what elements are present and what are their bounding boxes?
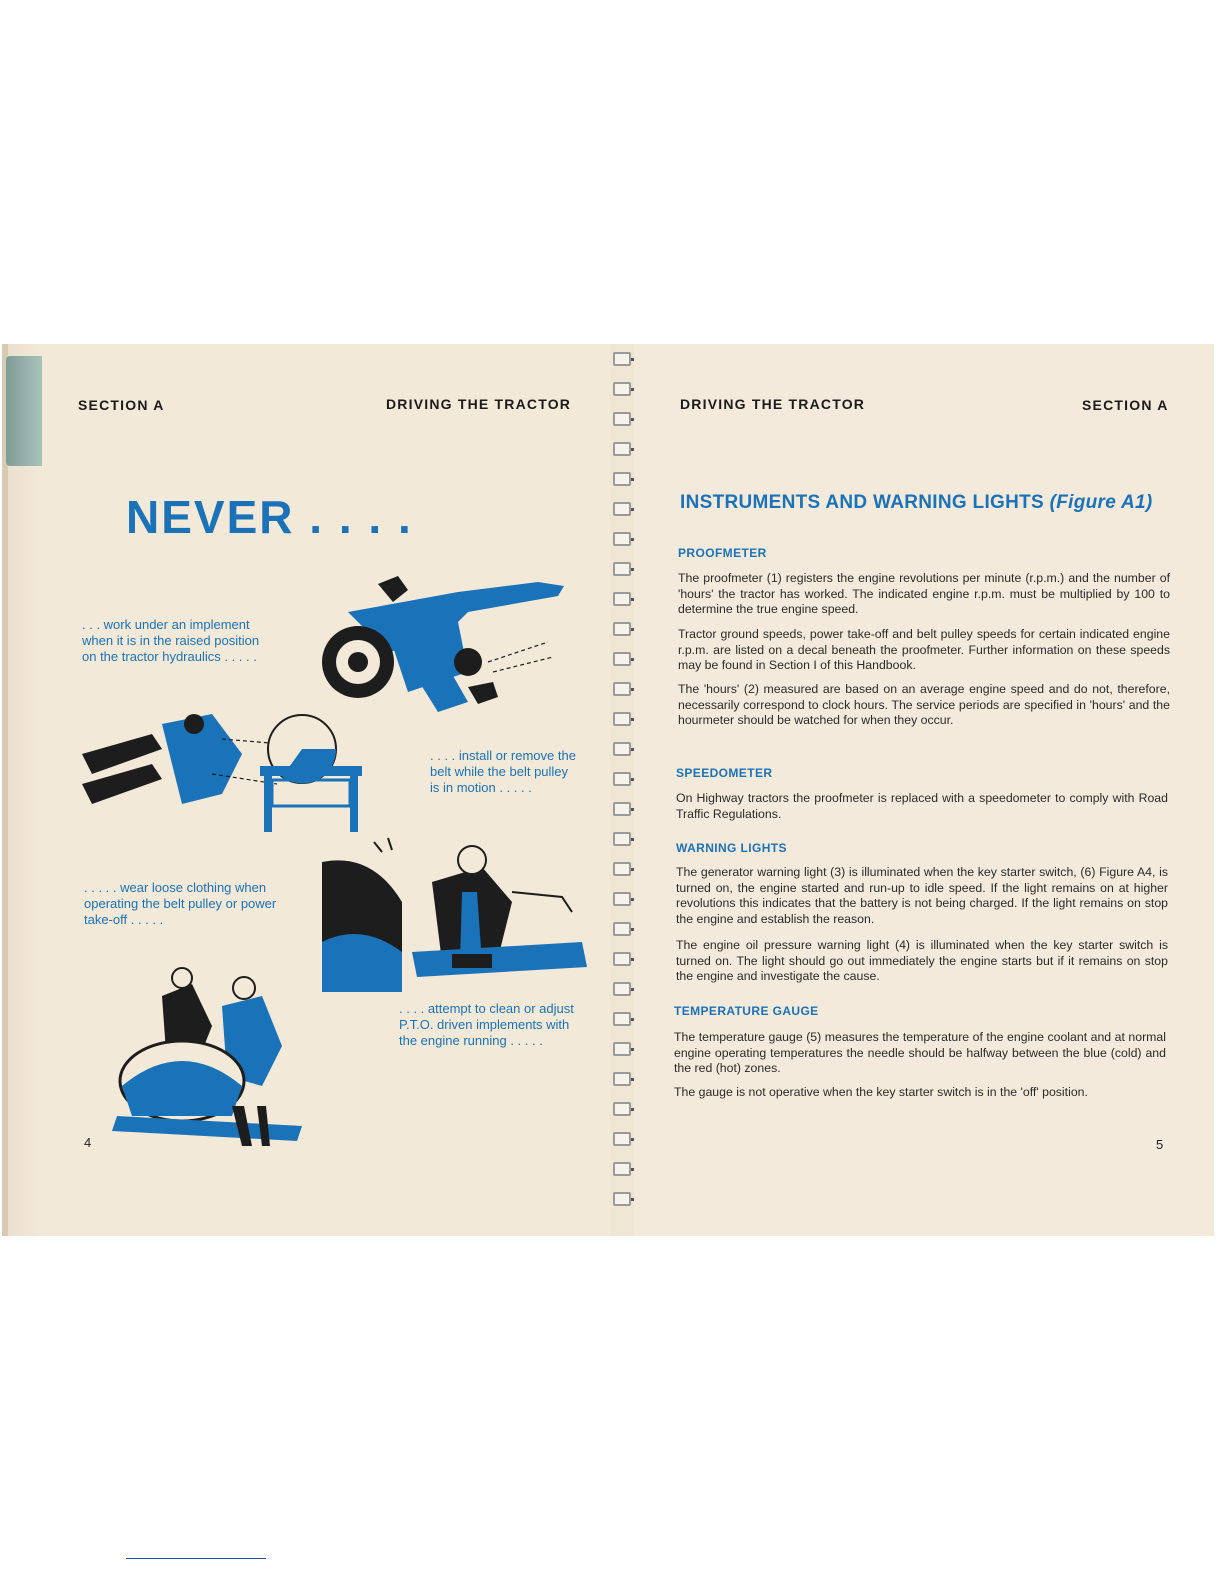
section-label: SECTION A	[78, 397, 165, 413]
binding-ring	[613, 832, 631, 846]
link-underline	[126, 1558, 266, 1559]
heading-speedometer: SPEEDOMETER	[676, 766, 773, 780]
spiral-binding	[610, 344, 634, 1236]
binding-ring	[613, 1102, 631, 1116]
paragraph: The generator warning light (3) is illuminated when the key starter switch, (6) Figure A4, is turned on, the engine started and run-up to idle speed. If the light remains on at higher revolutions this indicates that the battery is not being charged. If the light remains on stop the engine and establish the reason.	[676, 865, 1168, 926]
binding-ring	[613, 892, 631, 906]
binding-ring	[613, 862, 631, 876]
book-spread	[2, 344, 1214, 1236]
page-title-text: INSTRUMENTS AND WARNING LIGHTS	[680, 492, 1045, 513]
index-tab	[6, 356, 42, 466]
binding-ring	[613, 1012, 631, 1026]
caption-implement: . . . work under an implement when it is in the raised position on the tractor hydraulics . . . . .	[82, 617, 260, 664]
header-title: DRIVING THE TRACTOR	[386, 396, 572, 412]
paragraph: Tractor ground speeds, power take-off and belt pulley speeds for certain indicated engine r.p.m. are listed on a decal beneath the proofmeter. Further information on these speeds may be found in Section I of this Handbook.	[678, 627, 1170, 672]
paragraph: The proofmeter (1) registers the engine revolutions per minute (r.p.m.) and the number of 'hours' the tractor has worked. The indicated engine r.p.m. must be multiplied by 100 to determine the true engine speed.	[678, 571, 1170, 616]
caption-pto: . . . . attempt to clean or adjust P.T.O. driven implements with the engine running . . . . .	[399, 1001, 574, 1048]
section-label: SECTION A	[1082, 397, 1169, 413]
caption-belt: . . . . install or remove the belt while the belt pulley is in motion . . . . .	[430, 748, 576, 795]
binding-ring	[613, 592, 631, 606]
paragraph: The 'hours' (2) measured are based on an average engine speed and do not, therefore, necessarily correspond to clock hours. The service periods are specified in 'hours' and the hourmeter should be watched for when they occur.	[678, 682, 1170, 727]
binding-ring	[613, 1042, 631, 1056]
page-edge	[2, 344, 8, 1236]
paragraph: The temperature gauge (5) measures the temperature of the engine coolant and at normal engine operating temperatures the needle should be halfway between the blue (cold) and the red (hot) zones.	[674, 1030, 1166, 1075]
binding-ring	[613, 352, 631, 366]
binding-ring	[613, 622, 631, 636]
heading-warning-lights: WARNING LIGHTS	[676, 841, 787, 855]
loose-clothing-illustration	[322, 842, 594, 992]
binding-ring	[613, 1192, 631, 1206]
binding-ring	[613, 652, 631, 666]
page-number-left: 4	[84, 1135, 92, 1150]
belt-pulley-illustration	[82, 694, 367, 834]
binding-ring	[613, 1132, 631, 1146]
never-headline: NEVER . . . .	[126, 491, 413, 543]
figure-reference: (Figure A1)	[1049, 492, 1153, 513]
binding-ring	[613, 1162, 631, 1176]
header-title: DRIVING THE TRACTOR	[680, 396, 866, 412]
page-number-right: 5	[1156, 1137, 1164, 1152]
binding-ring	[613, 682, 631, 696]
binding-ring	[613, 1072, 631, 1086]
right-page	[634, 344, 1214, 1236]
binding-ring	[613, 382, 631, 396]
binding-ring	[613, 742, 631, 756]
left-page	[2, 344, 610, 1236]
binding-ring	[613, 412, 631, 426]
binding-ring	[613, 802, 631, 816]
binding-ring	[613, 562, 631, 576]
binding-ring	[613, 982, 631, 996]
paragraph: The gauge is not operative when the key starter switch is in the 'off' position.	[674, 1085, 1088, 1099]
heading-temperature-gauge: TEMPERATURE GAUGE	[674, 1004, 819, 1018]
paragraph: On Highway tractors the proofmeter is replaced with a speedometer to comply with Road Traffic Regulations.	[676, 791, 1168, 821]
pto-implement-illustration	[112, 966, 307, 1146]
caption-clothing: . . . . . wear loose clothing when operating the belt pulley or power take-off . . . . .	[84, 880, 277, 927]
binding-ring	[613, 772, 631, 786]
heading-proofmeter: PROOFMETER	[678, 546, 767, 560]
binding-ring	[613, 712, 631, 726]
binding-ring	[613, 442, 631, 456]
binding-ring	[613, 952, 631, 966]
page-title	[680, 492, 1152, 514]
paragraph: The engine oil pressure warning light (4) is illuminated when the key starter switch is turned on. The light should go out immediately the engine starts but if it remains on stop the engine and investigate the cause.	[676, 938, 1168, 983]
binding-ring	[613, 922, 631, 936]
binding-ring	[613, 532, 631, 546]
binding-ring	[613, 502, 631, 516]
binding-ring	[613, 472, 631, 486]
